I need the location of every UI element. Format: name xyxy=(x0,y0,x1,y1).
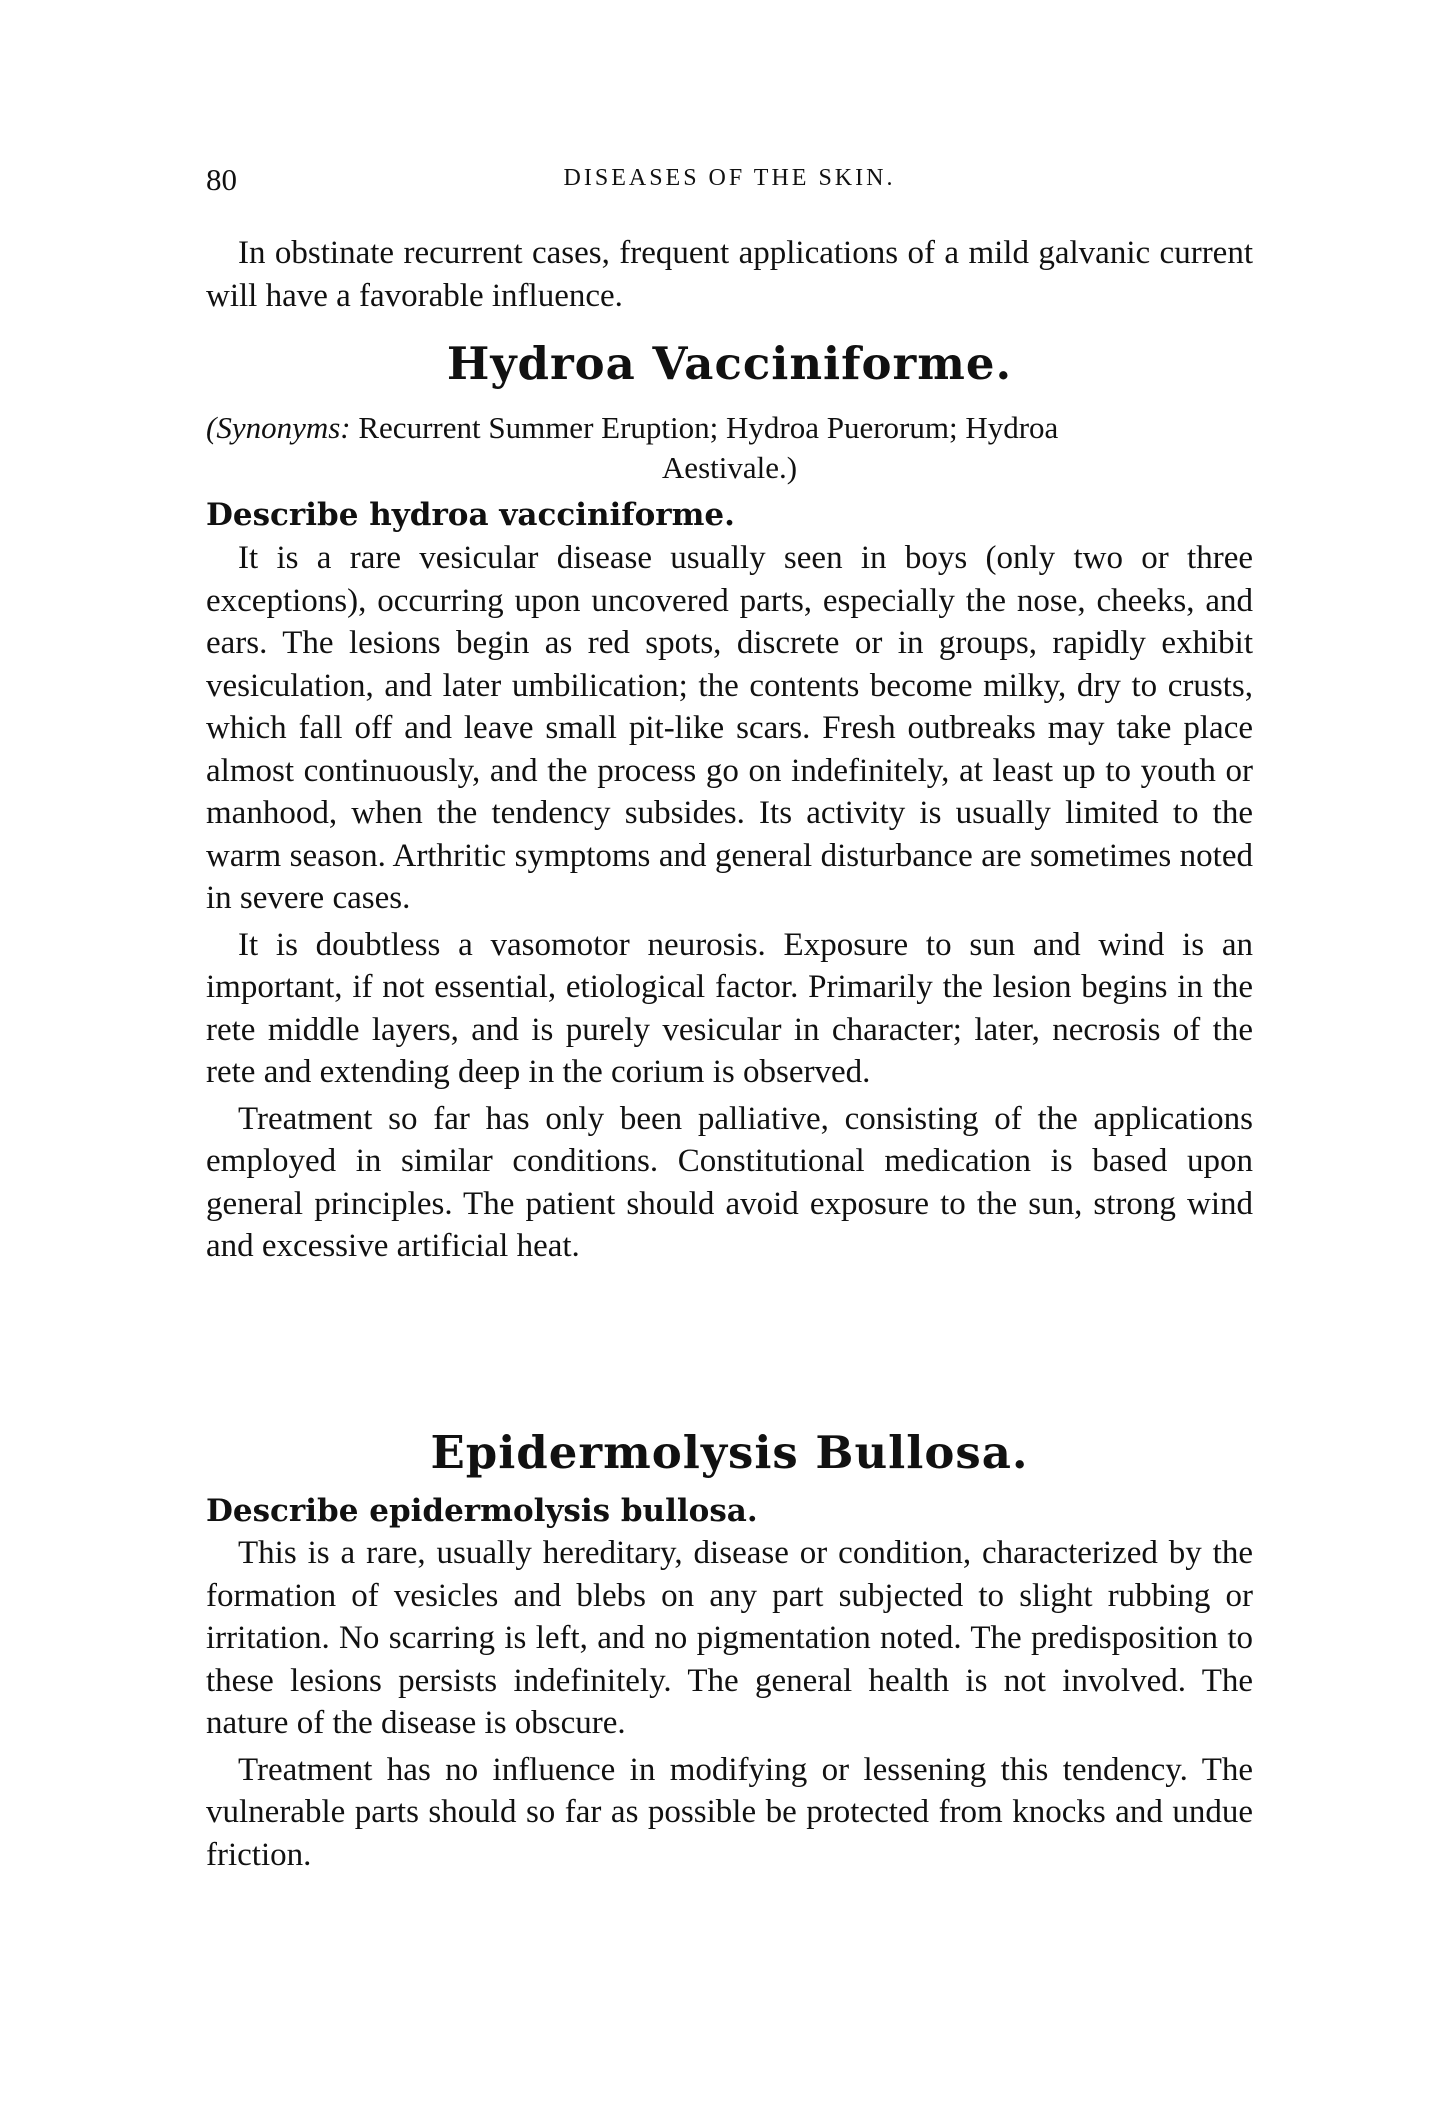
section-body-epidermolysis xyxy=(206,1532,1253,1876)
synonyms-continuation: Aestivale.) xyxy=(661,450,798,485)
running-title: DISEASES OF THE SKIN. xyxy=(563,165,896,191)
synonyms-line xyxy=(206,408,1253,488)
intro-paragraph: In obstinate recurrent cases, frequent applications of a mild galvanic current will have a favorable influence. xyxy=(206,235,1253,314)
paragraph: Treatment so far has only been palliative, consisting of the applications employed in similar conditions. Constitutional medication is based upon general principles. The patient should avoid exposure to the sun, strong wind and excessive artificial heat. xyxy=(206,1100,1253,1264)
section-title-epidermolysis: Epidermolysis Bullosa. xyxy=(430,1426,1029,1479)
intro-block xyxy=(206,232,1253,317)
running-header xyxy=(206,162,1253,202)
paragraph: It is a rare vesicular disease usually seen in boys (only two or three exceptions), occurring upon uncovered parts, especially the nose, cheeks, and ears. The lesions begin as red spots, discrete or in groups, rapidly exhibit vesiculation, and later umbilication; the contents become milky, dry to crusts, which fall off and leave small pit-like scars. Fresh outbreaks may take place almost continuously, and the process go on indefinitely, at least up to youth or manhood, when the tendency subsides. Its activity is usually limited to the warm season. Arthritic symptoms and general disturbance are sometimes noted in severe cases. xyxy=(206,540,1253,916)
section-body-hydroa xyxy=(206,537,1253,1268)
paragraph: This is a rare, usually hereditary, disease or condition, characterized by the formation of vesicles and blebs on any part subjected to slight rubbing or irritation. No scarring is left, and no pigmentation noted. The predisposition to these lesions persists indefinitely. The general health is not involved. The nature of the disease is obscure. xyxy=(206,1535,1253,1741)
synonyms-text: Recurrent Summer Eruption; Hydroa Puerorum; Hydroa xyxy=(350,410,1059,445)
paragraph: Treatment has no influence in modifying or lessening this tendency. The vulnerable parts should so far as possible be protected from knocks and undue friction. xyxy=(206,1751,1253,1873)
page-number: 80 xyxy=(206,162,237,197)
synonyms-label: (Synonyms: xyxy=(206,410,351,445)
section-title-hydroa: Hydroa Vacciniforme. xyxy=(446,337,1013,390)
question-epidermolysis: Describe epidermolysis bullosa. xyxy=(206,1493,758,1529)
paragraph: It is doubtless a vasomotor neurosis. Exposure to sun and wind is an important, if not essential, etiological factor. Primarily the lesion begins in the rete middle layers, and is purely vesicular in character; later, necrosis of the rete and extending deep in the corium is observed. xyxy=(206,926,1253,1090)
question-hydroa: Describe hydroa vacciniforme. xyxy=(206,497,735,533)
